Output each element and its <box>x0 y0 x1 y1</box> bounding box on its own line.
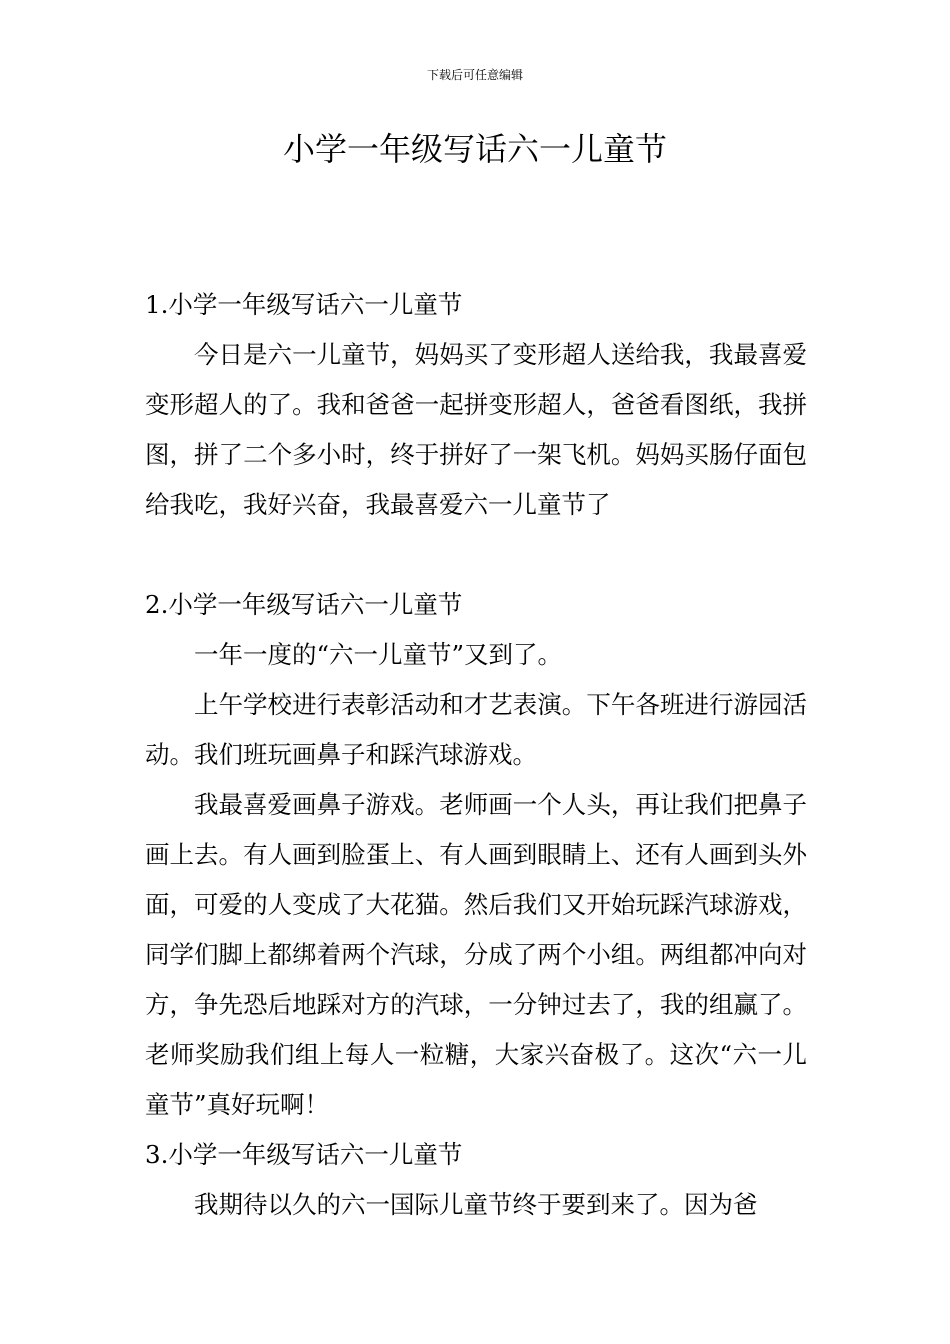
section-3 <box>145 1130 807 1230</box>
paragraph: 今日是六一儿童节，妈妈买了变形超人送给我，我最喜爱变形超人的了。我和爸爸一起拼变形超人，爸爸看图纸，我拼图，拼了二个多小时，终于拼好了一架飞机。妈妈买肠仔面包给我吃，我好兴奋，我最喜爱六一儿童节了 <box>145 340 807 519</box>
paragraph: 上午学校进行表彰活动和才艺表演。下午各班进行游园活动。我们班玩画鼻子和踩汽球游戏。 <box>145 690 807 769</box>
section-heading: 2.小学一年级写话六一儿童节 <box>145 590 463 619</box>
paragraph: 一年一度的“六一儿童节”又到了。 <box>194 640 563 669</box>
paragraph: 我最喜爱画鼻子游戏。老师画一个人头，再让我们把鼻子画上去。有人画到脸蛋上、有人画到眼睛上、还有人画到头外面，可爱的人变成了大花猫。然后我们又开始玩踩汽球游戏，同学们脚上都绑着两个汽球，分成了两个小组。两组都冲向对方，争先恐后地踩对方的汽球，一分钟过去了，我的组赢了。老师奖励我们组上每人一粒糖，大家兴奋极了。这次“六一儿童节”真好玩啊！ <box>145 790 807 1119</box>
section-gap <box>145 530 807 580</box>
section-2 <box>145 580 807 1130</box>
header-note: 下载后可任意编辑 <box>426 68 523 82</box>
document-body <box>145 280 807 1230</box>
paragraph: 我期待以久的六一国际儿童节终于要到来了。因为爸 <box>194 1190 758 1219</box>
section-heading: 3.小学一年级写话六一儿童节 <box>145 1140 463 1169</box>
document-title: 小学一年级写话六一儿童节 <box>282 130 667 168</box>
section-1 <box>145 280 807 530</box>
section-heading: 1.小学一年级写话六一儿童节 <box>145 290 463 319</box>
